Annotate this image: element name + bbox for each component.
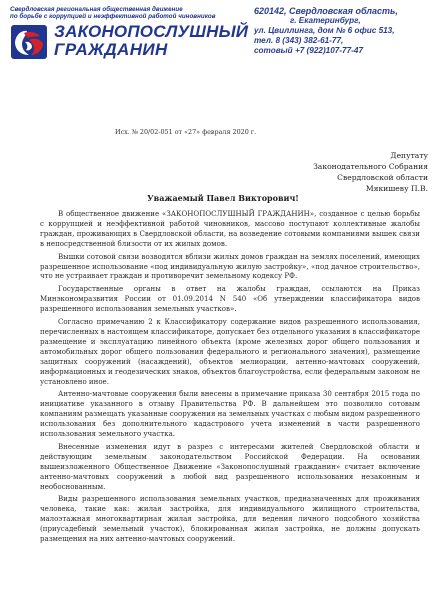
street-address: ул. Цвиллинга, дом № 6 офис 513,: [254, 26, 395, 35]
addressee-line: Депутату: [390, 151, 428, 160]
paragraph: Виды разрешенного использования земельных участков, предназначенных для проживания человека, такие как: жилая застройка, для индивидуального жилищного строительства, малоэтажная многоквартирная жилая застройка, для ведения личного подсобного хозяйства (приусадебный земельный участок), блокированная жилая застройка, не должны допускать размещения на них антенно-мачтовых сооружений.: [40, 494, 420, 544]
addressee-line: Свердловской области: [337, 173, 428, 182]
phone-number: тел. 8 (343) 382-61-77,: [254, 36, 344, 45]
letterhead-left: [10, 6, 260, 66]
mobile-number: сотовый +7 (922)107-77-47: [254, 46, 363, 55]
paragraph: Согласно примечанию 2 к Классификатору содержание видов разрешенного использования, перечисленных в настоящем классификаторе, допускает без отдельного указания в классификаторе размещение и эксплуатацию линейного объекта (кроме железных дорог общего пользования и автомобильных дорог общего пользования федерального и регионального значения), размещение защитных сооружений (насаждений), объектов мелиорации, антенно-мачтовых сооружений, информационных и геодезических знаков, объектов благоустройства, если федеральным законом не установлено иное.: [40, 317, 420, 386]
paragraph: Государственные органы в ответ на жалобы граждан, ссылаются на Приказ Минэкономразвития России от 01.09.2014 N 540 «Об утверждении классификатора видов разрешенного использования земельных участков».: [40, 284, 420, 314]
addressee-block: [208, 150, 428, 194]
paragraph: Вышки сотовой связи возводятся вблизи жилых домов граждан на землях поселений, имеющих разрешенное использование «под индивидуальную жилую застройку», «под дачное строительство», что не устраивает граждан и противоречит земельному кодексу РФ.: [40, 251, 420, 281]
greeting: Уважаемый Павел Викторович!: [147, 193, 299, 203]
outgoing-number: Исх. № 20/02-051 от «27» февраля 2020 г.: [115, 128, 257, 136]
organization-name-second-line: ГРАЖДАНИН: [54, 40, 168, 59]
organization-logo-icon: [10, 22, 48, 62]
paragraph: В общественное движение «ЗАКОНОПОСЛУШНЫЙ ГРАЖДАНИН», созданное с целью борьбы с коррупцией и неэффективной работой чиновников, массово поступают коллективные жалобы граждан, проживающих в Свердловской области, на возведение сотовыми компаниями вышек связи в непосредственной близости от их жилых домов.: [40, 209, 420, 248]
letter-body: [40, 209, 420, 547]
organization-name: ЗАКОНОПОСЛУШНЫЙ: [54, 22, 249, 41]
organization-description: Свердловская региональная общественная движение по борьбе с коррупцией и неэффективной работой чиновников: [10, 6, 216, 20]
postal-address: 620142, Свердловская область,: [254, 6, 398, 16]
paragraph: Антенно-мачтовые сооружения были внесены в примечание приказа 30 сентября 2015 года по инициативе указанного в отзыву Правительства РФ. В дальнейшем это позволило сотовым компаниям размещать указанные сооружения на земельных участках с любым видом разрешенного использования без дополнительного кадастрового учета изменений в части разрешенного использования земельного участка.: [40, 389, 420, 439]
city: г. Екатеринбург,: [290, 16, 361, 25]
paragraph: Внесенные изменения идут в разрез с интересами жителей Свердловской области и действующим земельным законодательством Российской Федерации. На основании вышеизложенного Общественное Движение «Законопослушный гражданин» считает включение антенно-мачтовых сооружений в любой вид разрешенного использования незаконным и необоснованным.: [40, 441, 420, 491]
addressee-line: Законодательного Собрания: [313, 162, 428, 171]
letterhead-contacts: [254, 6, 438, 56]
addressee-line: Мякишеву П.В.: [365, 184, 428, 193]
